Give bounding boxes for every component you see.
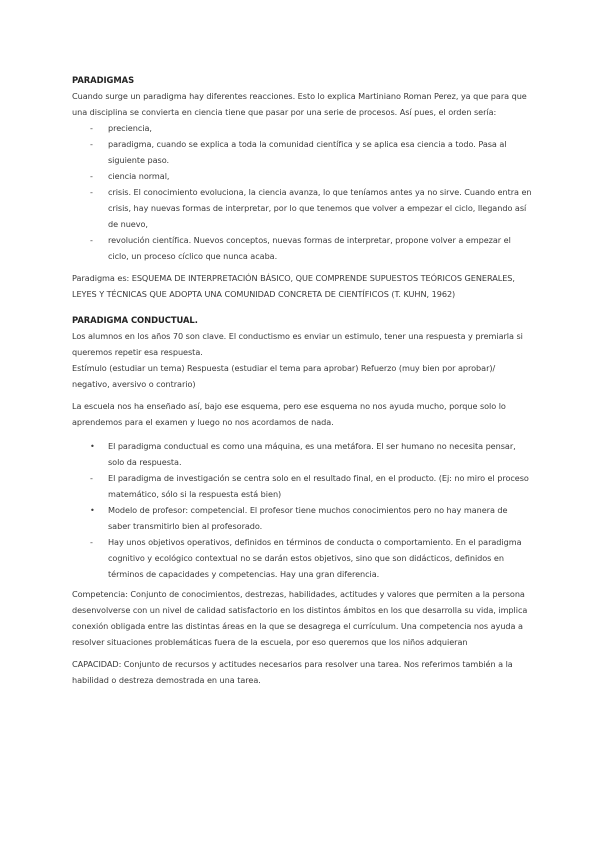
- competencia-definition: Competencia: Conjunto de conocimientos, destrezas, habilidades, actitudes y valores que permiten a la persona desenvolverse con un nivel de calidad satisfactorio en los distintos ámbitos en los que desarrolla su vida, implica conexión obligada entre las distintas áreas en la que se desagrega el currículum. Una competencia nos ayuda a resolver situaciones problemáticas fuera de la escuela, por eso queremos que los niños adquieran: [72, 589, 528, 647]
- dash-marker: -: [90, 473, 93, 483]
- list-item-text: Modelo de profesor: competencial. El profesor tiene muchos conocimientos pero no hay manera de saber transmitirlo bien al profesorado.: [108, 505, 508, 531]
- conductual-line-2: Estímulo (estudiar un tema) Respuesta (estudiar el tema para aprobar) Refuerzo (muy bien por aprobar)/ negativo, aversivo o contrario): [72, 363, 496, 389]
- document-body: [72, 72, 532, 688]
- list-item: [72, 232, 532, 264]
- bullet-marker: •: [90, 441, 95, 451]
- paradigmas-intro: Cuando surge un paradigma hay diferentes reacciones. Esto lo explica Martiniano Roman Perez, ya que para que una disciplina se convierta en ciencia tiene que pasar por una serie de procesos. Así pues, el orden sería:: [72, 91, 527, 117]
- dash-marker: -: [90, 139, 93, 149]
- list-item-text: El paradigma conductual es como una máquina, es una metáfora. El ser humano no necesita pensar, solo da respuesta.: [108, 441, 516, 467]
- escuela-paragraph: La escuela nos ha enseñado así, bajo ese esquema, pero ese esquema no nos ayuda mucho, porque solo lo aprendemos para el examen y luego no nos acordamos de nada.: [72, 401, 506, 427]
- dash-marker: -: [90, 123, 93, 133]
- list-item-text: El paradigma de investigación se centra solo en el resultado final, en el producto. (Ej: no miro el proceso matemático, sólo si la respuesta está bien): [108, 473, 529, 499]
- list-item: [72, 438, 532, 470]
- list-item-text: paradigma, cuando se explica a toda la comunidad científica y se aplica esa ciencia a todo. Pasa al siguiente paso.: [108, 139, 507, 165]
- list-item: [72, 168, 532, 184]
- capacidad-definition: CAPACIDAD: Conjunto de recursos y actitudes necesarios para resolver una tarea. Nos referimos también a la habilidad o destreza demostrada en una tarea.: [72, 659, 513, 685]
- dash-marker: -: [90, 187, 93, 197]
- list-item: [72, 136, 532, 168]
- list-item-text: Hay unos objetivos operativos, definidos en términos de conducta o comportamiento. En el paradigma cognitivo y ecológico contextual no se darán estos objetivos, sino que son didácticos, definidos en términos de capacidades y competencias. Hay una gran diferencia.: [108, 537, 522, 579]
- list-item: [72, 502, 532, 534]
- list-item: [72, 534, 532, 582]
- list-item-text: revolución científica. Nuevos conceptos, nuevas formas de interpretar, propone volver a empezar el ciclo, un proceso cíclico que nunca acaba.: [108, 235, 511, 261]
- paradigm-stages-list: [72, 120, 532, 264]
- heading-paradigma-conductual: PARADIGMA CONDUCTUAL.: [72, 315, 198, 325]
- list-item: [72, 470, 532, 502]
- heading-paradigmas: PARADIGMAS: [72, 75, 135, 85]
- conductual-line-1: Los alumnos en los años 70 son clave. El conductismo es enviar un estimulo, tener una respuesta y premiarla si queremos repetir esa respuesta.: [72, 331, 523, 357]
- conductual-list: [72, 438, 532, 582]
- list-item-text: ciencia normal,: [108, 171, 170, 181]
- dash-marker: -: [90, 171, 93, 181]
- bullet-marker: •: [90, 505, 95, 515]
- paradigma-definition: Paradigma es: ESQUEMA DE INTERPRETACIÓN BÁSICO, QUE COMPRENDE SUPUESTOS TEÓRICOS GENERALES, LEYES Y TÉCNICAS QUE ADOPTA UNA COMUNIDAD CONCRETA DE CIENTÍFICOS (T. KUHN, 1962): [72, 273, 515, 299]
- dash-marker: -: [90, 537, 93, 547]
- list-item-text: crisis. El conocimiento evoluciona, la ciencia avanza, lo que teníamos antes ya no sirve. Cuando entra en crisis, hay nuevas formas de interpretar, por lo que tenemos que volver a empezar el ciclo, llegando así de nuevo,: [108, 187, 532, 229]
- list-item: [72, 184, 532, 232]
- dash-marker: -: [90, 235, 93, 245]
- list-item: [72, 120, 532, 136]
- list-item-text: preciencia,: [108, 123, 152, 133]
